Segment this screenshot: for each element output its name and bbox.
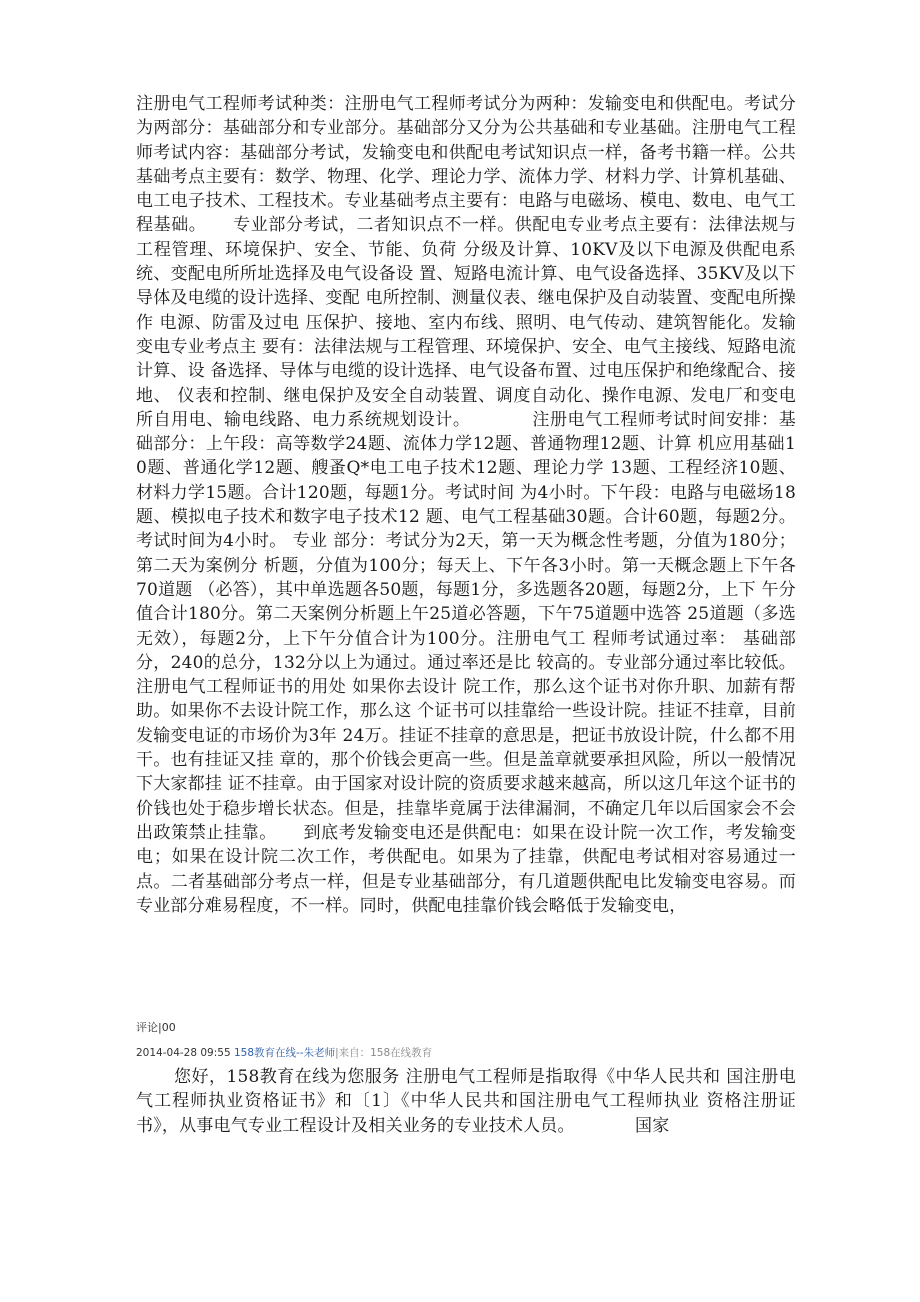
- comment-count: 00: [161, 1021, 176, 1034]
- comment-label[interactable]: 评论|: [136, 1021, 162, 1034]
- reply-source: |来自：158在线教育: [335, 1047, 433, 1059]
- reply-body: 您好，158教育在线为您服务 注册电气工程师是指取得《中华人民共和 国注册电气工程师执业资格证书》和〔1〕《中华人民共和国注册电气工程师执业 资格注册证书》，从事电气专业工程设计及相关业务的专业技术人员。 国家: [136, 1067, 796, 1136]
- comment-bar: [136, 1019, 176, 1035]
- reply-meta: [136, 1045, 432, 1060]
- article-body: 注册电气工程师考试种类：注册电气工程师考试分为两种：发输变电和供配电。考试分为两部分：基础部分和专业部分。基础部分又分为公共基础和专业基础。注册电气工程师考试内容：基础部分考试，发输变电和供配电考试知识点一样，备考书籍一样。公共基础考点主要有：数学、物理、化学、理论力学、流体力学、材料力学、计算机基础、电工电子技术、工程技术。专业基础考点主要有：电路与电磁场、模电、数电、电气工程基础。 专业部分考试，二者知识点不一样。供配电专业考点主要有：法律法规与工程管理、环境保护、安全、节能、负荷 分级及计算、10KV及以下电源及供配电系统、变配电所所址选择及电气设备设 置、短路电流计算、电气设备选择、35KV及以下导体及电缆的设计选择、变配 电所控制、测量仪表、继电保护及自动装置、变配电所操作 电源、防雷及过电 压保护、接地、室内布线、照明、电气传动、建筑智能化。发输变电专业考点主 要有：法律法规与工程管理、环境保护、安全、电气主接线、短路电流计算、设 备选择、导体与电缆的设计选择、电气设备布置、过电压保护和绝缘配合、接地、 仪表和控制、继电保护及安全自动装置、调度自动化、操作电源、发电厂和变电 所自用电、输电线路、电力系统规划设计。 注册电气工程师考试时间安排：基础部分：上午段：高等数学24题、流体力学12题、普通物理12题、计算 机应用基础10题、普通化学12题、艘蚤Q*电工电子技术12题、理论力学 13题、工程经济10题、材料力学15题。合计120题，每题1分。考试时间 为4小时。下午段：电路与电磁场18题、模拟电子技术和数字电子技术12 题、电气工程基础30题。合计60题，每题2分。考试时间为4小时。 专业 部分：考试分为2天，第一天为概念性考题，分值为180分；第二天为案例分 析题，分值为100分；每天上、下午各3小时。第一天概念题上下午各70道题 （必答），其中单选题各50题，每题1分，多选题各20题，每题2分，上下 午分值合计180分。第二天案例分析题上午25道必答题，下午75道题中选答 25道题（多选无效），每题2分，上下午分值合计为100分。注册电气工 程师考试通过率： 基础部分，240的总分，132分以上为通过。通过率还是比 较高的。专业部分通过率比较低。注册电气工程师证书的用处 如果你去设计 院工作，那么这个证书对你升职、加薪有帮助。如果你不去设计院工作，那么这 个证书可以挂靠给一些设计院。挂证不挂章，目前发输变电证的市场价为3年 24万。挂证不挂章的意思是，把证书放设计院，什么都不用干。也有挂证又挂 章的，那个价钱会更高一些。但是盖章就要承担风险，所以一般情况下大家都挂 证不挂章。由于国家对设计院的资质要求越来越高，所以这几年这个证书的价钱也处于稳步增长状态。但是，挂靠毕竟属于法律漏洞，不确定几年以后国家会不会出政策禁止挂靠。 到底考发输变电还是供配电：如果在设计院一次工作，考发输变电；如果在设计院二次工作，考供配电。如果为了挂靠，供配电考试相对容易通过一点。二者基础部分考点一样，但是专业基础部分，有几道题供配电比发输变电容易。而专业部分难易程度，不一样。同时，供配电挂靠价钱会略低于发输变电，: [136, 94, 796, 916]
- reply-author-link[interactable]: 158教育在线--朱老师: [233, 1047, 336, 1059]
- reply-timestamp: 2014-04-28 09:55: [136, 1047, 231, 1059]
